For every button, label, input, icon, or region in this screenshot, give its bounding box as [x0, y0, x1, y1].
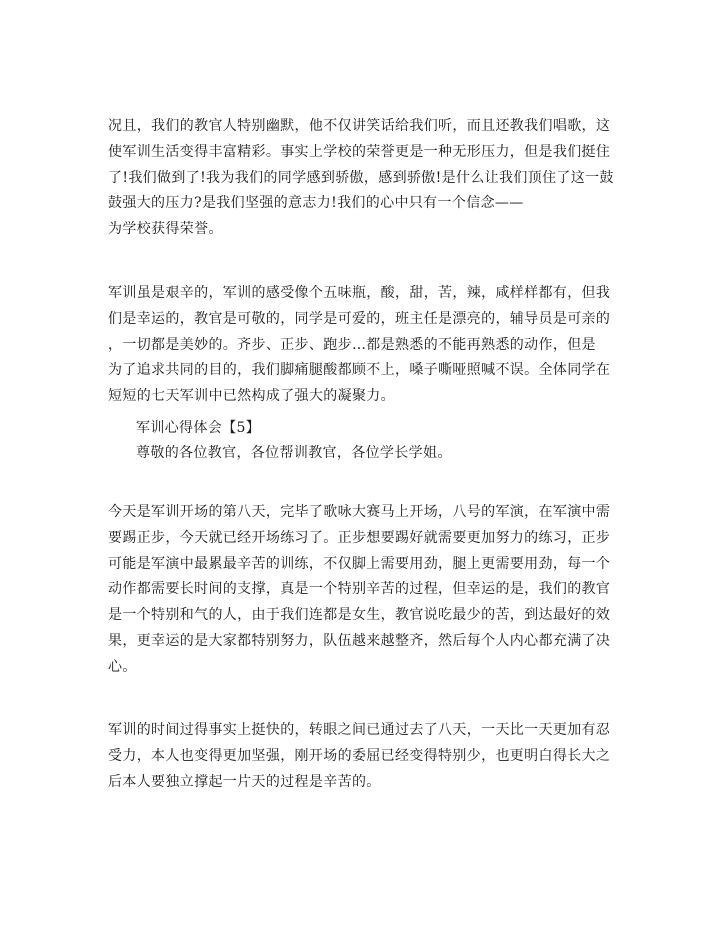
paragraph-3-line: 动作都需要长时间的支撑，真是一个特别辛苦的过程，但幸运的是，我们的教官: [108, 581, 611, 598]
paragraph-3-line: 今天是军训开场的第八天，完毕了歌咏大赛马上开场，八号的军演，在军演中需: [108, 504, 611, 520]
paragraph-3-line: 是一个特别和气的人，由于我们连都是女生，教官说吃最少的苦，到达最好的效: [108, 607, 611, 624]
paragraph-1-line: 使军训生活变得丰富精彩。事实上学校的荣誉更是一种无形压力，但是我们挺住: [108, 143, 611, 160]
paragraph-4-line: 军训的时间过得事实上挺快的，转眼之间已通过去了八天，一天比一天更加有忍: [108, 722, 611, 738]
paragraph-2-line: ，一切都是美妙的。齐步、正步、跑步…都是熟悉的不能再熟悉的动作，但是: [108, 336, 596, 353]
paragraph-3-line: 要踢正步，今天就已经开场练习了。正步想要踢好就需要更加努力的练习，正步: [108, 529, 611, 546]
section-heading: 军训心得体会【5】: [136, 420, 261, 436]
paragraph-1: [108, 114, 614, 243]
paragraph-2-line: 为了追求共同的目的，我们脚痛腿酸都顾不上，嗓子嘶哑照喊不误。全体同学在: [108, 362, 611, 379]
paragraph-2-line: 短短的七天军训中已然构成了强大的凝聚力。: [108, 388, 395, 405]
paragraph-3-line: 心。: [108, 658, 137, 675]
paragraph-3: [108, 500, 611, 681]
greeting-line: 尊敬的各位教官，各位帮训教官，各位学长学姐。: [136, 445, 452, 461]
paragraph-1-line: 鼓强大的压力?是我们坚强的意志力!我们的心中只有一个信念——: [108, 195, 524, 212]
paragraph-3-line: 可能是军演中最累最辛苦的训练，不仅脚上需要用劲，腿上更需要用劲，每一个: [108, 555, 611, 572]
paragraph-4: [108, 718, 611, 795]
paragraph-1-line: 了!我们做到了!我为我们的同学感到骄傲，感到骄傲!是什么让我们顶住了这一鼓: [108, 169, 614, 186]
paragraph-4-line: 受力，本人也变得更加坚强，刚开场的委屈已经变得特别少，也更明白得长大之: [108, 747, 611, 764]
paragraph-1-line: 为学校获得荣誉。: [108, 221, 223, 238]
paragraph-2-line: 们是幸运的，教官是可敬的，同学是可爱的，班主任是漂亮的，辅导员是可亲的: [108, 310, 611, 327]
paragraph-3-line: 果，更幸运的是大家都特别努力，队伍越来越整齐，然后每个人内心都充满了决: [108, 632, 611, 649]
paragraph-4-line: 后本人要独立撑起一片天的过程是辛苦的。: [108, 773, 381, 790]
paragraph-2: [108, 281, 611, 410]
paragraph-1-line: 况且，我们的教官人特别幽默，他不仅讲笑话给我们听，而且还教我们唱歌，这: [108, 118, 611, 134]
paragraph-2-line: 军训虽是艰辛的，军训的感受像个五味瓶，酸，甜，苦，辣，咸样样都有，但我: [108, 285, 611, 301]
